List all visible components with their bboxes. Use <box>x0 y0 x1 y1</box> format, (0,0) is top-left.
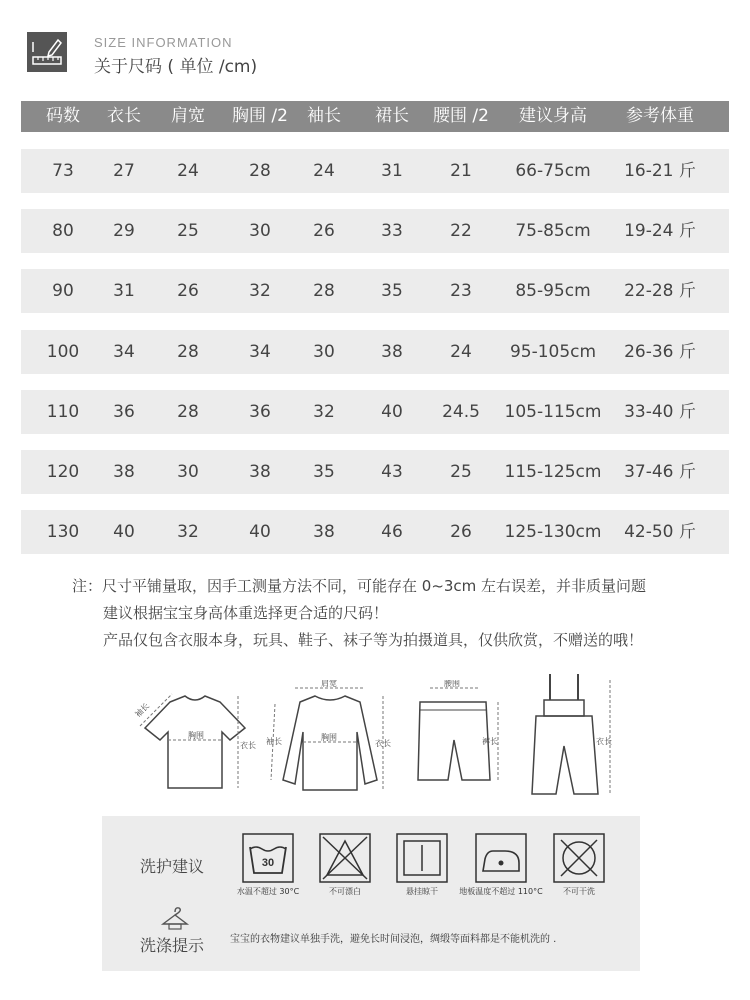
label-shorts-length: 裤长 <box>482 737 498 746</box>
table-cell: 75-85cm <box>515 221 591 241</box>
table-cell: 27 <box>113 161 135 181</box>
hanger-icon <box>160 904 190 930</box>
ruler-pencil-icon <box>27 32 67 72</box>
table-cell: 23 <box>450 281 472 301</box>
table-cell: 24 <box>177 161 199 181</box>
table-cell: 46 <box>381 522 403 542</box>
table-cell: 38 <box>313 522 335 542</box>
table-cell: 28 <box>249 161 271 181</box>
table-cell: 22-28 斤 <box>624 281 696 301</box>
table-row <box>21 209 729 253</box>
label-tshirt-chest: 胸围 <box>188 731 204 740</box>
table-cell: 26 <box>450 522 472 542</box>
table-cell: 38 <box>381 342 403 362</box>
table-cell: 105-115cm <box>504 402 602 422</box>
table-cell: 38 <box>113 462 135 482</box>
table-cell: 19-24 斤 <box>624 221 696 241</box>
care-label: 悬挂晾干 <box>406 887 438 896</box>
table-cell: 40 <box>381 402 403 422</box>
table-cell: 32 <box>177 522 199 542</box>
table-cell: 33 <box>381 221 403 241</box>
sweater-diagram <box>265 680 395 798</box>
table-cell: 25 <box>177 221 199 241</box>
table-cell: 36 <box>249 402 271 422</box>
table-cell: 42-50 斤 <box>624 522 696 542</box>
col-header-skirt: 裙长 <box>375 106 409 126</box>
label-sweater-chest: 胸围 <box>321 733 337 742</box>
shorts-diagram <box>410 680 505 798</box>
title-zh: 关于尺码 ( 单位 /cm) <box>94 57 258 77</box>
table-cell: 31 <box>381 161 403 181</box>
table-cell: 115-125cm <box>504 462 602 482</box>
col-header-sleeve: 袖长 <box>307 106 341 126</box>
label-tshirt-length: 衣长 <box>240 741 256 750</box>
col-header-chest: 胸围 /2 <box>232 106 288 126</box>
size-header <box>27 30 727 75</box>
table-cell: 24 <box>313 161 335 181</box>
care-label: 水温不超过 30°C <box>236 887 300 896</box>
table-cell: 26 <box>313 221 335 241</box>
table-cell: 28 <box>313 281 335 301</box>
table-cell: 35 <box>381 281 403 301</box>
table-cell: 24 <box>450 342 472 362</box>
tshirt-diagram <box>130 688 260 798</box>
label-sweater-shoulder: 肩宽 <box>321 680 337 688</box>
table-cell: 85-95cm <box>515 281 591 301</box>
iron-low-icon <box>475 833 527 883</box>
wash-temp: 30 <box>261 857 275 869</box>
wash-30-icon <box>242 833 294 883</box>
table-cell: 30 <box>177 462 199 482</box>
table-cell: 36 <box>113 402 135 422</box>
table-cell: 80 <box>52 221 74 241</box>
table-cell: 28 <box>177 342 199 362</box>
table-cell: 40 <box>113 522 135 542</box>
table-cell: 37-46 斤 <box>624 462 696 482</box>
table-cell: 31 <box>113 281 135 301</box>
note-line: 注：尺寸平铺量取，因手工测量方法不同，可能存在 0~3cm 左右误差，并非质量问题 <box>72 577 647 595</box>
table-row <box>21 510 729 554</box>
col-header-shoulder: 肩宽 <box>171 106 205 126</box>
table-cell: 100 <box>46 342 80 362</box>
label-overalls-length: 衣长 <box>596 737 612 746</box>
size-table <box>21 101 729 542</box>
table-cell: 40 <box>249 522 271 542</box>
table-cell: 30 <box>313 342 335 362</box>
table-cell: 38 <box>249 462 271 482</box>
care-title: 洗护建议 <box>140 857 205 876</box>
col-header-waist: 腰围 /2 <box>433 106 489 126</box>
col-header-weight: 参考体重 <box>626 106 694 126</box>
table-cell: 90 <box>52 281 74 301</box>
wash-title: 洗涤提示 <box>140 936 205 955</box>
label-shorts-waist: 腰围 <box>444 680 460 688</box>
care-label: 不可漂白 <box>329 887 361 896</box>
table-cell: 32 <box>249 281 271 301</box>
label-sweater-sleeve: 袖长 <box>266 737 282 746</box>
care-panel <box>102 816 640 971</box>
table-cell: 73 <box>52 161 74 181</box>
table-cell: 21 <box>450 161 472 181</box>
table-header <box>21 101 729 132</box>
table-cell: 26-36 斤 <box>624 342 696 362</box>
table-cell: 28 <box>177 402 199 422</box>
care-label: 不可干洗 <box>563 887 595 896</box>
table-cell: 125-130cm <box>504 522 602 542</box>
table-cell: 30 <box>249 221 271 241</box>
table-cell: 32 <box>313 402 335 422</box>
no-bleach-icon <box>319 833 371 883</box>
no-dryclean-icon <box>553 833 605 883</box>
wash-tip: 宝宝的衣物建议单独手洗，避免长时间浸泡，绸缎等面料都是不能机洗的 . <box>230 934 557 945</box>
table-cell: 110 <box>46 402 80 422</box>
table-cell: 25 <box>450 462 472 482</box>
care-label: 地板温度不超过 110°C <box>459 887 543 896</box>
title-en: SIZE INFORMATION <box>94 35 233 50</box>
col-header-length: 衣长 <box>107 106 141 126</box>
table-cell: 29 <box>113 221 135 241</box>
table-cell: 33-40 斤 <box>624 402 696 422</box>
table-cell: 120 <box>46 462 80 482</box>
measurement-diagrams <box>125 670 625 810</box>
table-cell: 130 <box>46 522 80 542</box>
table-cell: 24.5 <box>442 402 480 422</box>
table-cell: 22 <box>450 221 472 241</box>
table-cell: 16-21 斤 <box>624 161 696 181</box>
table-cell: 34 <box>113 342 135 362</box>
table-cell: 26 <box>177 281 199 301</box>
overalls-diagram <box>520 670 625 800</box>
table-cell: 66-75cm <box>515 161 591 181</box>
table-row <box>21 330 729 374</box>
col-header-height: 建议身高 <box>519 106 587 126</box>
label-tshirt-sleeve: 袖长 <box>133 701 152 720</box>
col-header-size: 码数 <box>46 106 80 126</box>
table-row <box>21 269 729 313</box>
table-row <box>21 390 729 434</box>
table-cell: 35 <box>313 462 335 482</box>
hang-dry-icon <box>396 833 448 883</box>
note-line: 建议根据宝宝身高体重选择更合适的尺码！ <box>103 604 389 622</box>
note-line: 产品仅包含衣服本身，玩具、鞋子、袜子等为拍摄道具，仅供欣赏，不赠送的哦！ <box>103 631 644 649</box>
table-cell: 34 <box>249 342 271 362</box>
table-row <box>21 450 729 494</box>
table-cell: 95-105cm <box>509 342 597 362</box>
table-cell: 43 <box>381 462 403 482</box>
table-row <box>21 149 729 193</box>
label-sweater-length: 衣长 <box>375 739 391 748</box>
notes <box>72 573 646 654</box>
